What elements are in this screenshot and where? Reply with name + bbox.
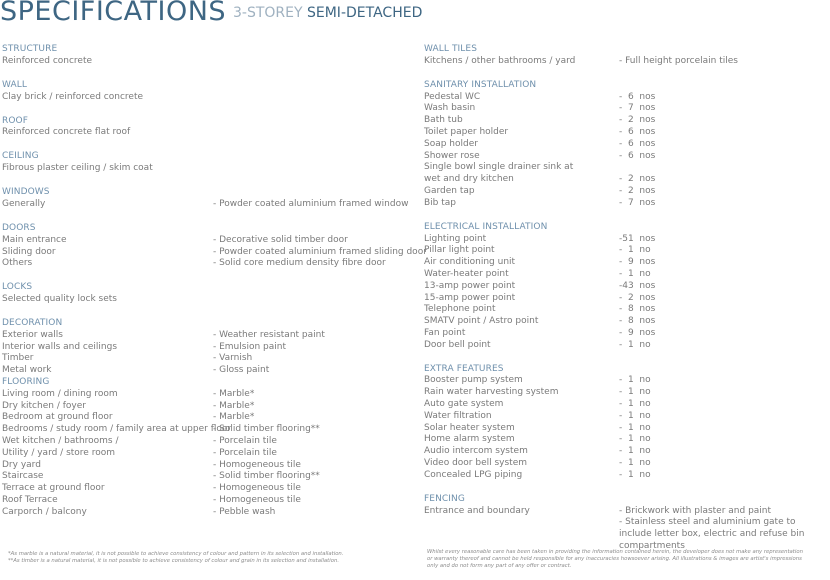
spec-value: - Brickwork with plaster and paint bbox=[619, 505, 772, 516]
spec-value: - Weather resistant paint bbox=[213, 329, 325, 340]
spec-section-ceiling bbox=[2, 151, 417, 175]
spec-label: Clay brick / reinforced concrete bbox=[2, 91, 144, 102]
spec-label: Generally bbox=[2, 198, 46, 209]
spec-value: - 9 nos bbox=[619, 257, 656, 268]
spec-value: - Varnish bbox=[213, 353, 253, 364]
spec-value: -51 nos bbox=[619, 233, 656, 244]
spec-value: - 1 no bbox=[619, 410, 651, 421]
spec-label: Staircase bbox=[2, 471, 44, 482]
spec-value: - 1 no bbox=[619, 268, 651, 279]
spec-label: Entrance and boundary bbox=[424, 505, 530, 516]
spec-label: Metal work bbox=[2, 365, 52, 376]
spec-section-sanitary-installation bbox=[424, 80, 824, 210]
spec-row bbox=[2, 424, 417, 436]
spec-value: - 1 no bbox=[619, 387, 651, 398]
spec-row bbox=[424, 234, 824, 246]
spec-label: Others bbox=[2, 258, 33, 269]
section-heading: STRUCTURE bbox=[2, 44, 58, 54]
spec-section-roof bbox=[2, 116, 417, 140]
spec-label bbox=[424, 517, 619, 552]
spec-label: Timber bbox=[2, 353, 34, 364]
spec-value: - 6 nos bbox=[619, 150, 656, 161]
section-heading: CEILING bbox=[2, 151, 39, 162]
section-heading: FENCING bbox=[424, 493, 465, 504]
spec-section-doors bbox=[2, 222, 427, 270]
spec-row bbox=[2, 199, 417, 211]
spec-value: - Full height porcelain tiles bbox=[619, 55, 738, 66]
spec-section-decoration bbox=[2, 318, 417, 377]
spec-value: -43 nos bbox=[619, 280, 656, 291]
section-heading: WALL TILES bbox=[424, 44, 478, 54]
spec-value: - Decorative solid timber door bbox=[213, 234, 348, 245]
spec-row bbox=[2, 471, 417, 483]
spec-value: - Porcelain tile bbox=[213, 436, 277, 447]
spec-section-structure bbox=[2, 44, 417, 68]
spec-label: Main entrance bbox=[2, 234, 67, 245]
spec-row bbox=[424, 115, 824, 127]
spec-row bbox=[424, 446, 824, 458]
spec-value: - 8 nos bbox=[619, 316, 656, 327]
disclaimer: Whilst every reasonable care has been taken in providing the information contained herein, the developer does not make any representation or warranty thereof and cannot be held responsible for any inaccuracies howsoever arising. All illustrations & images are artist's impressions only and do not form any part of any offer or contract. bbox=[427, 549, 803, 569]
spec-value: - Homogeneous tile bbox=[213, 483, 301, 494]
spec-label: Audio intercom system bbox=[424, 446, 528, 457]
spec-value: - 2 nos bbox=[619, 174, 656, 185]
spec-label: Door bell point bbox=[424, 339, 491, 350]
spec-value: - 6 nos bbox=[619, 126, 656, 137]
spec-label: Roof Terrace bbox=[2, 495, 58, 506]
section-heading: ELECTRICAL INSTALLATION bbox=[424, 221, 548, 232]
spec-row bbox=[424, 399, 824, 411]
spec-row bbox=[424, 198, 824, 210]
spec-label: Video door bell system bbox=[424, 458, 528, 469]
spec-label: Selected quality lock sets bbox=[2, 294, 117, 305]
spec-label: Terrace at ground floor bbox=[2, 483, 105, 494]
spec-label: 15-amp power point bbox=[424, 292, 516, 303]
spec-row bbox=[424, 92, 824, 104]
spec-label: Shower rose bbox=[424, 150, 480, 161]
section-heading: ROOF bbox=[2, 115, 28, 126]
spec-row bbox=[2, 483, 417, 495]
spec-value: - 9 nos bbox=[619, 327, 656, 338]
spec-row bbox=[2, 401, 417, 413]
spec-value: - 1 no bbox=[619, 458, 651, 469]
spec-row bbox=[424, 257, 824, 269]
spec-label: Telephone point bbox=[424, 304, 496, 315]
spec-label: Toilet paper holder bbox=[424, 126, 509, 137]
spec-row bbox=[2, 507, 417, 519]
spec-label: Bath tub bbox=[424, 115, 463, 126]
spec-label: Water-heater point bbox=[424, 268, 509, 279]
spec-row bbox=[424, 56, 824, 68]
spec-row bbox=[424, 103, 824, 115]
spec-value: - Marble* bbox=[213, 388, 255, 399]
marble-footnote: *As marble is a natural material, it is not possible to achieve consistency of colour and pattern in its selection and installation. bbox=[8, 551, 344, 557]
spec-section-extra-features bbox=[424, 364, 824, 482]
spec-value: - 1 no bbox=[619, 469, 651, 480]
spec-section-wall bbox=[2, 80, 417, 104]
spec-row bbox=[424, 375, 824, 387]
spec-label: wet and dry kitchen bbox=[424, 174, 514, 185]
spec-row bbox=[2, 246, 427, 259]
spec-row bbox=[2, 56, 417, 68]
spec-section-windows bbox=[2, 187, 417, 211]
spec-value: - Solid core medium density fibre door bbox=[213, 258, 386, 269]
spec-value: - 2 nos bbox=[619, 185, 656, 196]
spec-row bbox=[2, 294, 417, 306]
spec-value: - 1 no bbox=[619, 245, 651, 256]
right-column bbox=[424, 44, 824, 565]
spec-row bbox=[2, 389, 417, 401]
section-heading: FLOORING bbox=[2, 377, 50, 388]
spec-label: SMATV point / Astro point bbox=[424, 316, 539, 327]
spec-label: Bib tap bbox=[424, 197, 457, 208]
spec-label: Rain water harvesting system bbox=[424, 387, 559, 398]
spec-value: - Marble* bbox=[213, 400, 255, 411]
spec-section-flooring bbox=[2, 377, 417, 519]
section-heading: WINDOWS bbox=[2, 187, 50, 198]
spec-label: Concealed LPG piping bbox=[424, 469, 523, 480]
spec-label: Living room / dining room bbox=[2, 388, 118, 399]
spec-row bbox=[2, 460, 417, 472]
section-heading: DOORS bbox=[2, 222, 36, 233]
spec-row bbox=[2, 342, 417, 354]
spec-value: - 1 no bbox=[619, 434, 651, 445]
spec-row bbox=[424, 245, 824, 257]
spec-value: - 7 nos bbox=[619, 197, 656, 208]
spec-label: Garden tap bbox=[424, 185, 475, 196]
spec-row bbox=[424, 387, 824, 399]
spec-label: Wash basin bbox=[424, 103, 476, 114]
spec-label: Pillar light point bbox=[424, 245, 495, 256]
spec-row bbox=[2, 436, 417, 448]
spec-label: Bedroom at ground floor bbox=[2, 412, 113, 423]
spec-row bbox=[424, 423, 824, 435]
spec-value: - 2 nos bbox=[619, 115, 656, 126]
spec-row bbox=[424, 293, 824, 305]
spec-label: Wet kitchen / bathrooms / bbox=[2, 436, 119, 447]
spec-row bbox=[424, 162, 824, 174]
spec-label: Reinforced concrete flat roof bbox=[2, 127, 131, 138]
timber-footnote: **As timber is a natural material, it is not possible to achieve consistency of colour and grain in its selection and installation. bbox=[8, 558, 340, 564]
spec-row bbox=[424, 316, 824, 328]
spec-label: Bedrooms / study room / family area at upper floor bbox=[2, 424, 232, 435]
spec-value: - Homogeneous tile bbox=[213, 459, 301, 470]
spec-row bbox=[424, 151, 824, 163]
spec-row bbox=[424, 458, 824, 470]
spec-row bbox=[424, 139, 824, 151]
spec-section-locks bbox=[2, 282, 417, 306]
spec-row bbox=[424, 340, 824, 352]
spec-label: Interior walls and ceilings bbox=[2, 341, 118, 352]
spec-value: - Homogeneous tile bbox=[213, 495, 301, 506]
spec-label: Air conditioning unit bbox=[424, 257, 516, 268]
section-heading: EXTRA FEATURES bbox=[424, 363, 504, 374]
spec-row bbox=[2, 127, 417, 139]
spec-row bbox=[2, 365, 417, 377]
spec-row bbox=[2, 235, 417, 247]
spec-row bbox=[2, 330, 417, 342]
section-heading: SANITARY INSTALLATION bbox=[424, 79, 537, 90]
spec-row bbox=[2, 353, 417, 365]
spec-label: Fan point bbox=[424, 327, 466, 338]
spec-label: Soap holder bbox=[424, 138, 478, 149]
section-heading: DECORATION bbox=[2, 318, 63, 329]
spec-value: - Porcelain tile bbox=[213, 447, 277, 458]
spec-row bbox=[424, 411, 824, 423]
spec-value: - 8 nos bbox=[619, 304, 656, 315]
spec-value: - 2 nos bbox=[619, 292, 656, 303]
section-heading: WALL bbox=[2, 79, 27, 90]
spec-row bbox=[2, 495, 417, 507]
spec-row bbox=[424, 328, 824, 340]
spec-label: Dry yard bbox=[2, 459, 41, 470]
spec-value: - 1 no bbox=[619, 446, 651, 457]
spec-value: - Gloss paint bbox=[213, 365, 270, 376]
spec-value: - 6 nos bbox=[619, 91, 656, 102]
page-title: SPECIFICATIONS bbox=[0, 0, 227, 27]
spec-label: 13-amp power point bbox=[424, 280, 516, 291]
spec-value: - Marble* bbox=[213, 412, 255, 423]
spec-section-fencing bbox=[424, 494, 824, 553]
spec-value: - 1 no bbox=[619, 375, 651, 386]
spec-value: - Solid timber flooring** bbox=[213, 471, 320, 482]
spec-row bbox=[2, 92, 417, 104]
spec-value: - 1 no bbox=[619, 399, 651, 410]
spec-value: - Emulsion paint bbox=[213, 341, 286, 352]
spec-label: Utility / yard / store room bbox=[2, 447, 115, 458]
spec-row bbox=[424, 506, 824, 518]
material-footnotes bbox=[8, 551, 408, 565]
spec-label: Dry kitchen / foyer bbox=[2, 400, 86, 411]
subtitle-type: SEMI-DETACHED bbox=[307, 5, 423, 21]
spec-row bbox=[424, 281, 824, 293]
spec-row bbox=[424, 174, 824, 186]
spec-value: - Solid timber flooring** bbox=[213, 424, 320, 435]
spec-label: Kitchens / other bathrooms / yard bbox=[424, 55, 576, 66]
spec-row bbox=[2, 163, 417, 175]
spec-row bbox=[2, 258, 417, 270]
spec-label: Water filtration bbox=[424, 410, 492, 421]
spec-value: - Stainless steel and aluminium gate to include letter box, electric and refuse bin compartments bbox=[619, 517, 805, 552]
spec-label: Carporch / balcony bbox=[2, 506, 87, 517]
spec-row bbox=[424, 269, 824, 281]
spec-row bbox=[2, 412, 417, 424]
subtitle-storey: 3-STOREY bbox=[233, 5, 303, 21]
spec-label: Auto gate system bbox=[424, 399, 504, 410]
spec-row bbox=[2, 448, 417, 460]
spec-label: Booster pump system bbox=[424, 375, 523, 386]
spec-value: - 6 nos bbox=[619, 138, 656, 149]
spec-section-electrical-installation bbox=[424, 222, 824, 352]
spec-value: - Powder coated aluminium framed window bbox=[213, 198, 409, 209]
spec-row bbox=[424, 470, 824, 482]
spec-label: Single bowl single drainer sink at bbox=[424, 162, 574, 173]
spec-value: - Powder coated aluminium framed sliding door bbox=[213, 246, 427, 257]
spec-value: - 7 nos bbox=[619, 103, 656, 114]
spec-value: - 1 no bbox=[619, 422, 651, 433]
spec-section-wall-tiles bbox=[424, 44, 824, 68]
page-subtitle bbox=[233, 5, 422, 21]
spec-label: Solar heater system bbox=[424, 422, 515, 433]
spec-row bbox=[424, 127, 824, 139]
spec-value: - Pebble wash bbox=[213, 506, 276, 517]
spec-row bbox=[424, 517, 824, 552]
spec-label: Home alarm system bbox=[424, 434, 515, 445]
section-heading: LOCKS bbox=[2, 282, 33, 293]
spec-value: - 1 no bbox=[619, 339, 651, 350]
spec-label: Exterior walls bbox=[2, 329, 63, 340]
spec-row bbox=[424, 304, 824, 316]
left-column bbox=[2, 44, 427, 531]
spec-label: Lighting point bbox=[424, 233, 487, 244]
spec-label: Pedestal WC bbox=[424, 91, 481, 102]
spec-label: Fibrous plaster ceiling / skim coat bbox=[2, 163, 153, 174]
spec-row bbox=[424, 434, 824, 446]
spec-label: Sliding door bbox=[2, 246, 56, 257]
spec-row bbox=[424, 186, 824, 198]
spec-label: Reinforced concrete bbox=[2, 55, 93, 66]
